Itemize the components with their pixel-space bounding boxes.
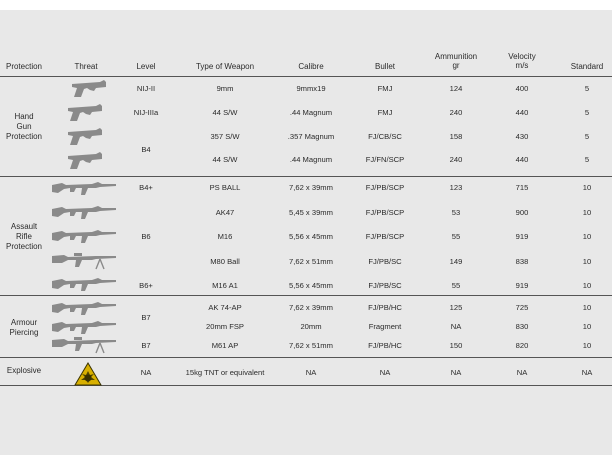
standard-cell: 5 (584, 155, 590, 164)
type-of-weapon-cell: 44 S/W (212, 155, 238, 164)
type-of-weapon-cell: M61 AP (211, 341, 239, 350)
velocity-cell: 715 (515, 183, 529, 192)
group-assault-rifle-protection (0, 222, 48, 252)
header-threat: Threat (74, 62, 98, 71)
calibre-cell: 7,62 x 51mm (289, 341, 333, 350)
calibre-cell: 5,56 x 45mm (289, 232, 333, 241)
standard-cell: 10 (582, 257, 592, 266)
header-type-of-weapon: Type of Weapon (195, 62, 255, 71)
type-of-weapon-cell: M80 Ball (210, 257, 240, 266)
group-armour-piercing (0, 318, 48, 338)
revolver-icon (70, 78, 110, 98)
ammunition-cell: 53 (451, 208, 461, 217)
calibre-cell: .357 Magnum (287, 132, 335, 141)
header-protection: Protection (5, 62, 43, 71)
group-label-line: Rifle (15, 232, 32, 241)
ammunition-cell: NA (450, 322, 462, 331)
type-of-weapon-cell: AK 74-AP (208, 303, 242, 312)
bullet-cell: FJ/FN/SCP (365, 155, 405, 164)
divider-assault (0, 295, 612, 296)
revolver-icon (66, 150, 106, 170)
level-cell: B7 (141, 313, 151, 322)
group-label-line: Armour (10, 318, 38, 327)
rifle-icon (52, 227, 116, 245)
group-label-line: Protection (5, 132, 43, 141)
group-label-line: Assault (10, 222, 38, 231)
standard-cell: NA (581, 368, 593, 377)
type-of-weapon-cell: 9mm (216, 84, 234, 93)
level-cell: B6 (141, 232, 151, 241)
type-of-weapon-cell: 357 S/W (210, 132, 240, 141)
velocity-cell: 838 (515, 257, 529, 266)
calibre-cell: 5,56 x 45mm (289, 281, 333, 290)
bullet-cell: FJ/PB/SCP (365, 232, 405, 241)
header-ammunition-line1: Ammunition (434, 52, 478, 61)
rifle-icon (52, 275, 116, 293)
velocity-cell: 830 (515, 322, 529, 331)
bullet-cell: FJ/PB/SC (368, 281, 402, 290)
standard-cell: 5 (584, 84, 590, 93)
velocity-cell: 900 (515, 208, 529, 217)
group-explosive (0, 366, 48, 376)
velocity-cell: 430 (515, 132, 529, 141)
machine-gun-icon (52, 335, 116, 355)
velocity-cell: 440 (515, 108, 529, 117)
header-calibre: Calibre (298, 62, 324, 71)
calibre-cell: .44 Magnum (289, 108, 333, 117)
type-of-weapon-cell: AK47 (215, 208, 235, 217)
bullet-cell: FJ/PB/SCP (365, 208, 405, 217)
group-handgun-protection (0, 112, 48, 142)
type-of-weapon-cell: 15kg TNT or equivalent (185, 368, 265, 377)
machine-gun-icon (52, 251, 116, 271)
bullet-cell: FJ/PB/SC (368, 257, 402, 266)
calibre-cell: 20mm (300, 322, 322, 331)
divider-header (0, 76, 612, 77)
explosive-warning-icon (74, 362, 102, 386)
bullet-cell: FJ/PB/HC (368, 303, 402, 312)
header-bullet: Bullet (374, 62, 395, 71)
rifle-icon (52, 299, 116, 317)
ammunition-cell: 240 (449, 108, 463, 117)
ammunition-cell: NA (450, 368, 462, 377)
calibre-cell: 7,62 x 51mm (289, 257, 333, 266)
bullet-cell: FJ/PB/HC (368, 341, 402, 350)
header-velocity (494, 52, 550, 70)
rifle-icon (52, 203, 116, 221)
header-ammunition-line2: gr (452, 61, 460, 70)
velocity-cell: 919 (515, 232, 529, 241)
calibre-cell: 7,62 x 39mm (289, 183, 333, 192)
ammunition-cell: 158 (449, 132, 463, 141)
velocity-cell: 820 (515, 341, 529, 350)
revolver-icon (66, 126, 106, 146)
divider-armour (0, 357, 612, 358)
calibre-cell: 7,62 x 39mm (289, 303, 333, 312)
standard-cell: 10 (582, 183, 592, 192)
bullet-cell: NA (379, 368, 391, 377)
calibre-cell: 9mmx19 (296, 84, 326, 93)
group-label-line: Piercing (9, 328, 39, 337)
rifle-icon (52, 318, 116, 336)
header-velocity-line1: Velocity (508, 52, 536, 61)
standard-cell: 5 (584, 132, 590, 141)
level-cell: NIJ-IIIa (133, 108, 159, 117)
calibre-cell: 5,45 x 39mm (289, 208, 333, 217)
level-cell: B4 (141, 145, 151, 154)
standard-cell: 10 (582, 281, 592, 290)
standard-cell: 5 (584, 108, 590, 117)
standard-cell: 10 (582, 341, 592, 350)
level-cell: NA (140, 368, 152, 377)
ammunition-cell: 149 (449, 257, 463, 266)
calibre-cell: NA (305, 368, 317, 377)
ammunition-cell: 124 (449, 84, 463, 93)
header-level: Level (136, 62, 156, 71)
level-cell: NIJ-II (136, 84, 156, 93)
ammunition-cell: 55 (451, 232, 461, 241)
group-label-line: Explosive (6, 366, 42, 375)
divider-handgun (0, 176, 612, 177)
type-of-weapon-cell: 44 S/W (212, 108, 238, 117)
bullet-cell: FJ/CB/SC (368, 132, 402, 141)
bullet-cell: FMJ (377, 84, 393, 93)
level-cell: B7 (141, 341, 151, 350)
calibre-cell: .44 Magnum (289, 155, 333, 164)
type-of-weapon-cell: M16 A1 (212, 281, 238, 290)
type-of-weapon-cell: 20mm FSP (206, 322, 244, 331)
bullet-cell: FMJ (377, 108, 393, 117)
group-label-line: Protection (5, 242, 43, 251)
velocity-cell: NA (516, 368, 528, 377)
ammunition-cell: 240 (449, 155, 463, 164)
ammunition-cell: 123 (449, 183, 463, 192)
level-cell: B6+ (139, 281, 153, 290)
type-of-weapon-cell: PS BALL (209, 183, 241, 192)
group-label-line: Gun (16, 122, 32, 131)
type-of-weapon-cell: M16 (217, 232, 233, 241)
ammunition-cell: 150 (449, 341, 463, 350)
header-standard: Standard (570, 62, 604, 71)
bullet-cell: FJ/PB/SCP (365, 183, 405, 192)
level-cell: B4+ (139, 183, 153, 192)
revolver-icon (66, 102, 106, 122)
standard-cell: 10 (582, 232, 592, 241)
ammunition-cell: 55 (451, 281, 461, 290)
standard-cell: 10 (582, 322, 592, 331)
group-label-line: Hand (14, 112, 34, 121)
velocity-cell: 440 (515, 155, 529, 164)
standard-cell: 10 (582, 208, 592, 217)
velocity-cell: 725 (515, 303, 529, 312)
rifle-icon (52, 179, 116, 197)
standard-cell: 10 (582, 303, 592, 312)
bullet-cell: Fragment (368, 322, 402, 331)
velocity-cell: 919 (515, 281, 529, 290)
header-velocity-line2: m/s (515, 61, 529, 70)
header-ammunition (424, 52, 488, 70)
ammunition-cell: 125 (449, 303, 463, 312)
velocity-cell: 400 (515, 84, 529, 93)
